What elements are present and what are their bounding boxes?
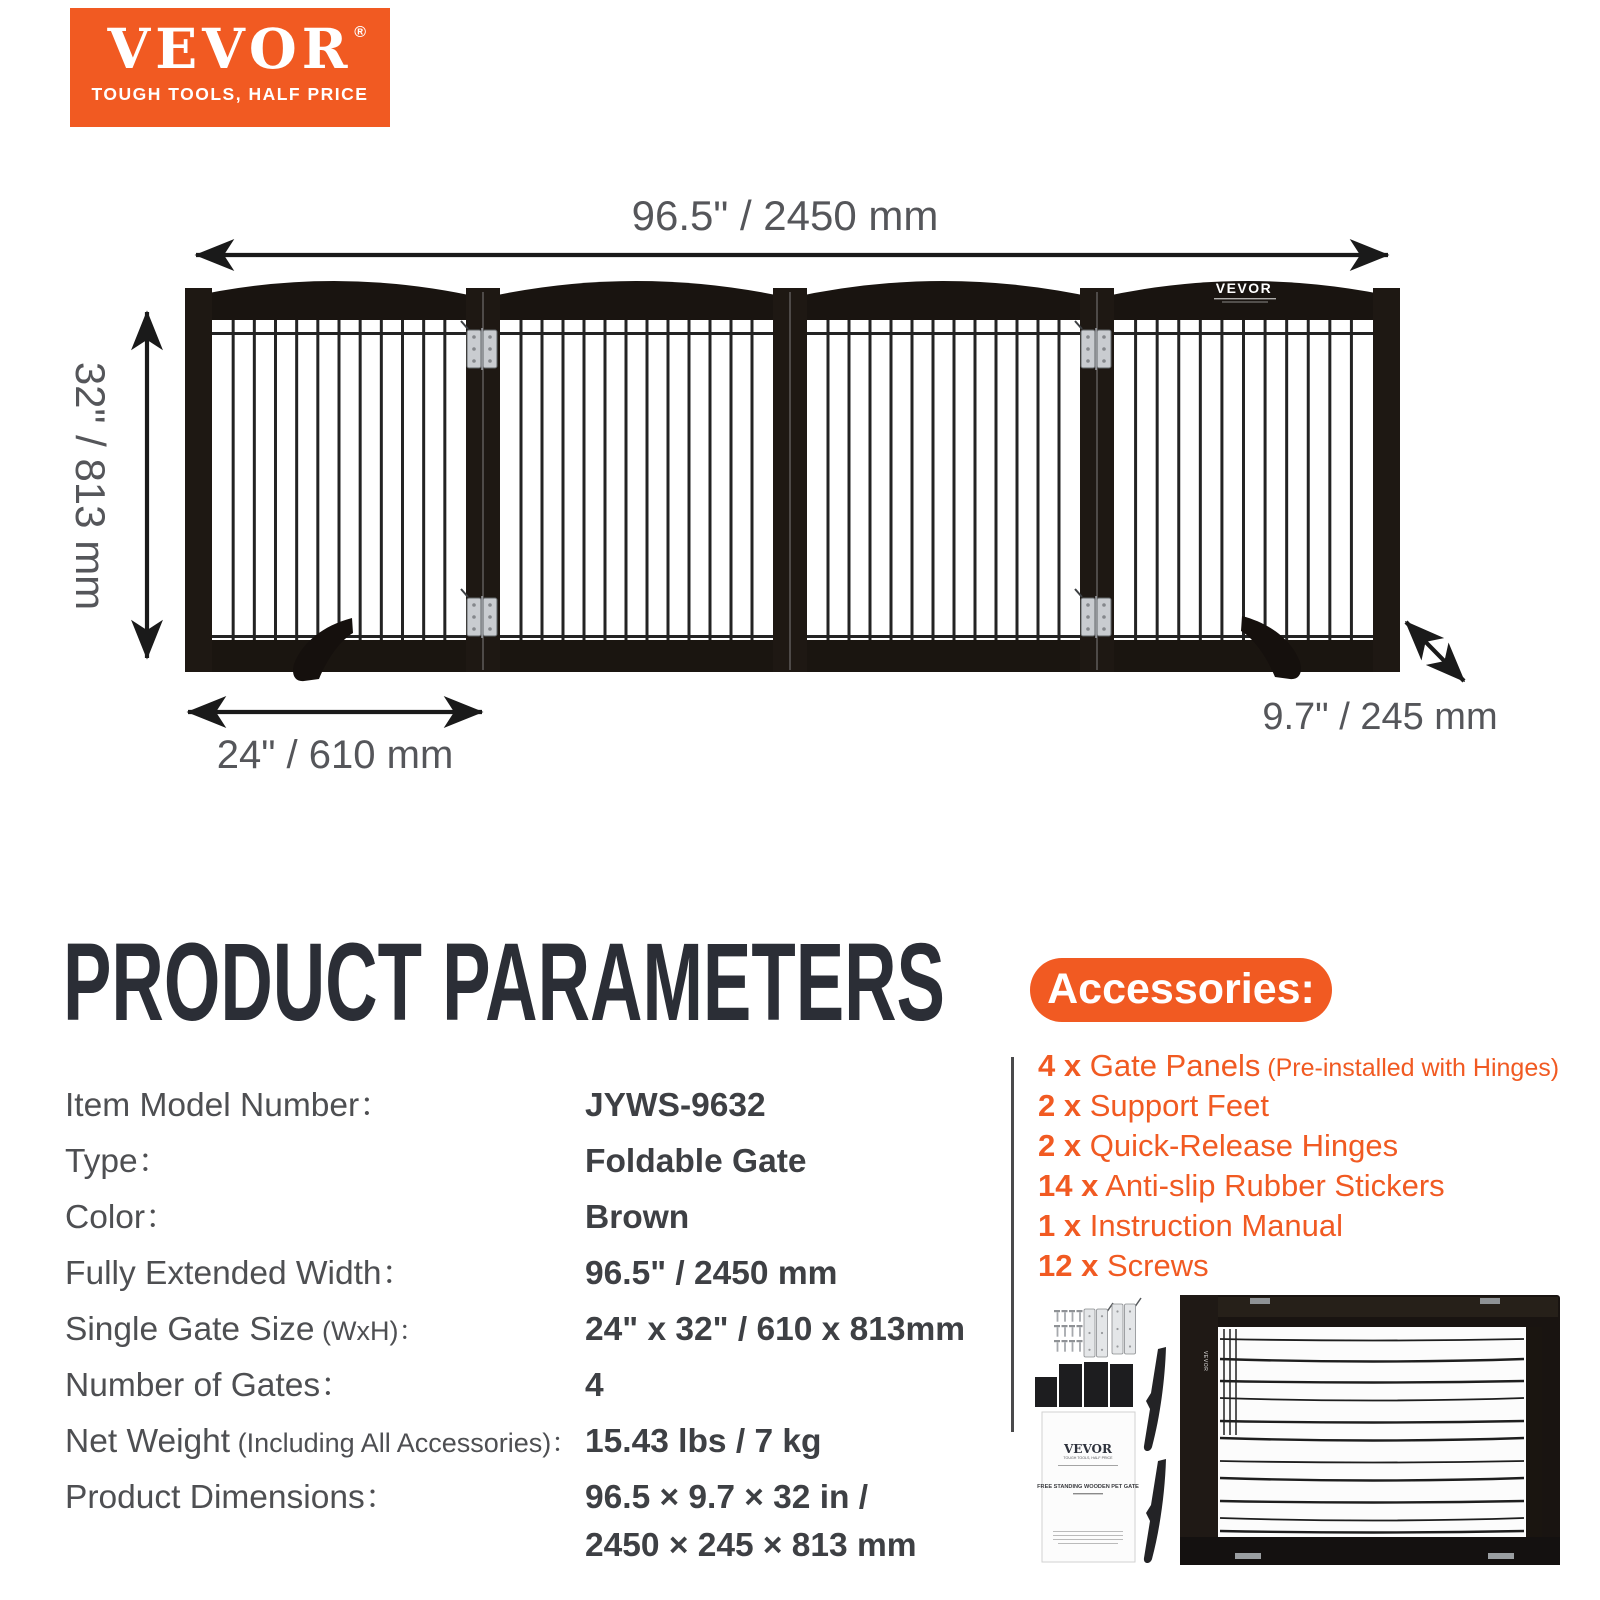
spec-label: Number of Gates： bbox=[65, 1367, 354, 1404]
accessory-name: Support Feet bbox=[1081, 1088, 1269, 1123]
manual-heading: FREE STANDING WOODEN PET GATE bbox=[1037, 1484, 1139, 1490]
spec-value-line1: 96.5 × 9.7 × 32 in / bbox=[585, 1479, 869, 1516]
accessory-name: Gate Panels bbox=[1081, 1048, 1261, 1083]
screws-icon bbox=[1054, 1310, 1083, 1352]
gate-vevor-badge bbox=[1214, 280, 1276, 303]
accessory-qty: 14 x bbox=[1038, 1168, 1099, 1203]
vevor-logo-text: VEVOR bbox=[107, 16, 353, 81]
accessory-item bbox=[1038, 1168, 1445, 1204]
accessory-qty: 2 x bbox=[1038, 1128, 1082, 1163]
depth-dimension-label: 9.7" / 245 mm bbox=[1262, 696, 1498, 738]
vevor-logo bbox=[70, 8, 390, 127]
spec-label: Product Dimensions： bbox=[65, 1479, 399, 1516]
folded-gate-badge: VEVOR bbox=[1202, 1351, 1208, 1372]
height-dimension-label: 32" / 813 mm bbox=[67, 361, 114, 611]
accessory-qty: 12 x bbox=[1038, 1248, 1099, 1283]
spec-label: Type： bbox=[65, 1143, 172, 1180]
svg-text:VEVOR: VEVOR bbox=[1215, 280, 1273, 296]
manual-brand: VEVOR bbox=[1064, 1442, 1112, 1456]
accessories-divider-line bbox=[1011, 1057, 1014, 1432]
spec-row-type bbox=[65, 1142, 995, 1183]
accessory-qty: 4 x bbox=[1038, 1048, 1082, 1083]
spec-label: Single Gate Size bbox=[65, 1311, 315, 1348]
panel-width-dimension-label: 24" / 610 mm bbox=[216, 733, 454, 777]
folded-gate-photo bbox=[1180, 1295, 1560, 1565]
spec-row-gate-size bbox=[65, 1310, 995, 1351]
spec-label: Color： bbox=[65, 1199, 179, 1236]
spec-label-note: (Including All Accessories)： bbox=[230, 1428, 579, 1458]
spec-row-dimensions bbox=[65, 1478, 995, 1564]
spec-value: Foldable Gate bbox=[585, 1143, 807, 1180]
spec-row-color bbox=[65, 1198, 995, 1239]
accessory-item bbox=[1038, 1208, 1343, 1244]
vevor-tagline: TOUGH TOOLS, HALF PRICE bbox=[91, 84, 369, 104]
rubber-stickers-icon bbox=[1035, 1362, 1133, 1407]
spec-value: 15.43 lbs / 7 kg bbox=[585, 1423, 822, 1460]
gate-stiles bbox=[185, 288, 1400, 672]
registered-trademark-icon: ® bbox=[354, 24, 366, 41]
accessory-qty: 2 x bbox=[1038, 1088, 1082, 1123]
spec-label: Item Model Number： bbox=[65, 1087, 393, 1124]
manual-tagline: TOUGH TOOLS, HALF PRICE bbox=[1063, 1456, 1113, 1460]
spec-label-note: (WxH)： bbox=[314, 1316, 426, 1346]
spec-value: Brown bbox=[585, 1199, 690, 1236]
hinges-icon bbox=[1084, 1298, 1141, 1357]
instruction-manual bbox=[1037, 1412, 1139, 1562]
spec-row-net-weight bbox=[65, 1422, 995, 1463]
page-title: PRODUCT PARAMETERS bbox=[63, 921, 945, 1044]
spec-row-extended-width bbox=[65, 1254, 995, 1295]
accessory-name: Screws bbox=[1098, 1248, 1209, 1283]
accessory-qty: 1 x bbox=[1038, 1208, 1082, 1243]
spec-value: 24" x 32" / 610 x 813mm bbox=[585, 1311, 966, 1348]
accessories-heading-pill: Accessories: bbox=[1030, 958, 1332, 1022]
width-dimension-label: 96.5" / 2450 mm bbox=[631, 192, 939, 239]
spec-value-line2: 2450 × 245 × 813 mm bbox=[585, 1527, 917, 1564]
accessory-name: Quick-Release Hinges bbox=[1081, 1128, 1399, 1163]
spec-value: JYWS-9632 bbox=[585, 1087, 766, 1124]
support-feet-icon bbox=[1144, 1347, 1166, 1563]
spec-value: 96.5" / 2450 mm bbox=[585, 1255, 838, 1292]
spec-row-model bbox=[65, 1086, 995, 1127]
depth-dimension-arrow bbox=[1406, 622, 1464, 681]
spec-label: Net Weight bbox=[65, 1423, 231, 1460]
spec-value: 4 bbox=[585, 1367, 604, 1404]
spec-label: Fully Extended Width： bbox=[65, 1255, 416, 1292]
accessory-item bbox=[1038, 1088, 1269, 1124]
package-contents-photo bbox=[1020, 1285, 1580, 1577]
accessory-item bbox=[1038, 1128, 1398, 1164]
accessory-name: Anti-slip Rubber Stickers bbox=[1098, 1168, 1445, 1203]
accessory-name: Instruction Manual bbox=[1081, 1208, 1344, 1243]
accessory-item bbox=[1038, 1048, 1559, 1084]
spec-value bbox=[585, 1478, 917, 1574]
spec-row-gate-count bbox=[65, 1366, 995, 1407]
accessory-note: (Pre-installed with Hinges) bbox=[1260, 1054, 1560, 1082]
accessory-item bbox=[1038, 1248, 1209, 1284]
